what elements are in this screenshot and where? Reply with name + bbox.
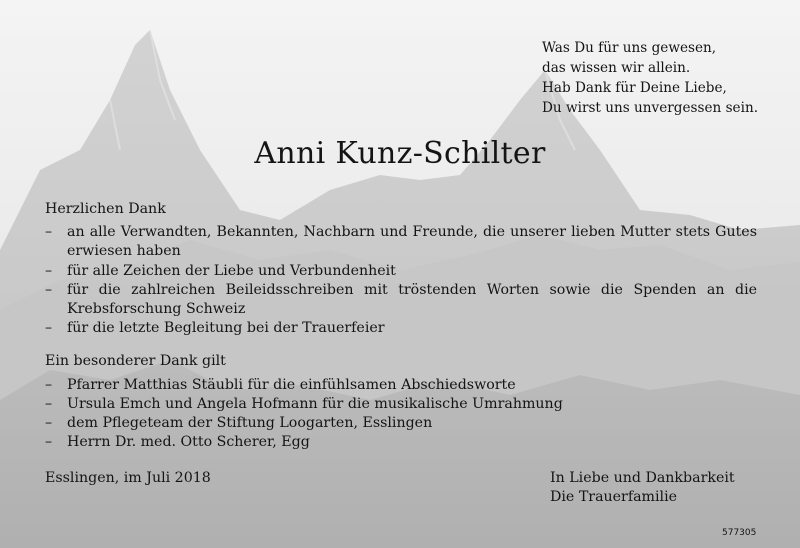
list-item: – für die letzte Begleitung bei der Trauerfeier bbox=[45, 319, 757, 338]
poem-line: das wissen wir allein. bbox=[542, 60, 691, 76]
memorial-poem bbox=[542, 38, 758, 118]
poem-line: Du wirst uns unvergessen sein. bbox=[542, 100, 759, 116]
list-item: – dem Pflegeteam der Stiftung Loogarten, Esslingen bbox=[45, 414, 757, 433]
special-thanks-heading: Ein besonderer Dank gilt bbox=[45, 353, 226, 370]
poem-line: Hab Dank für Deine Liebe, bbox=[542, 80, 727, 96]
list-item: – Herrn Dr. med. Otto Scherer, Egg bbox=[45, 433, 757, 452]
thanks-list bbox=[45, 223, 757, 338]
list-item: – an alle Verwandten, Bekannten, Nachbarn und Freunde, die unserer lieben Mutter stets Gutes erwiesen haben bbox=[45, 223, 757, 261]
deceased-name: Anni Kunz-Schilter bbox=[254, 136, 546, 171]
list-item: – für die zahlreichen Beileidsschreiben mit tröstenden Worten sowie die Spenden an die Krebsforschung Schweiz bbox=[45, 281, 757, 319]
poem-line: Was Du für uns gewesen, bbox=[542, 40, 717, 56]
thanks-section bbox=[45, 200, 757, 452]
list-item: – Pfarrer Matthias Stäubli für die einfühlsamen Abschiedsworte bbox=[45, 376, 757, 395]
list-item: – für alle Zeichen der Liebe und Verbundenheit bbox=[45, 262, 757, 281]
special-thanks-list bbox=[45, 376, 757, 453]
place-date: Esslingen, im Juli 2018 bbox=[45, 470, 211, 486]
signature: Die Trauerfamilie bbox=[550, 489, 678, 505]
thanks-heading: Herzlichen Dank bbox=[45, 201, 166, 217]
list-item: – Ursula Emch und Angela Hofmann für die musikalische Umrahmung bbox=[45, 395, 757, 414]
closing-line: In Liebe und Dankbarkeit bbox=[550, 470, 735, 486]
signature-block bbox=[550, 469, 735, 507]
ad-code: 577305 bbox=[722, 528, 757, 538]
